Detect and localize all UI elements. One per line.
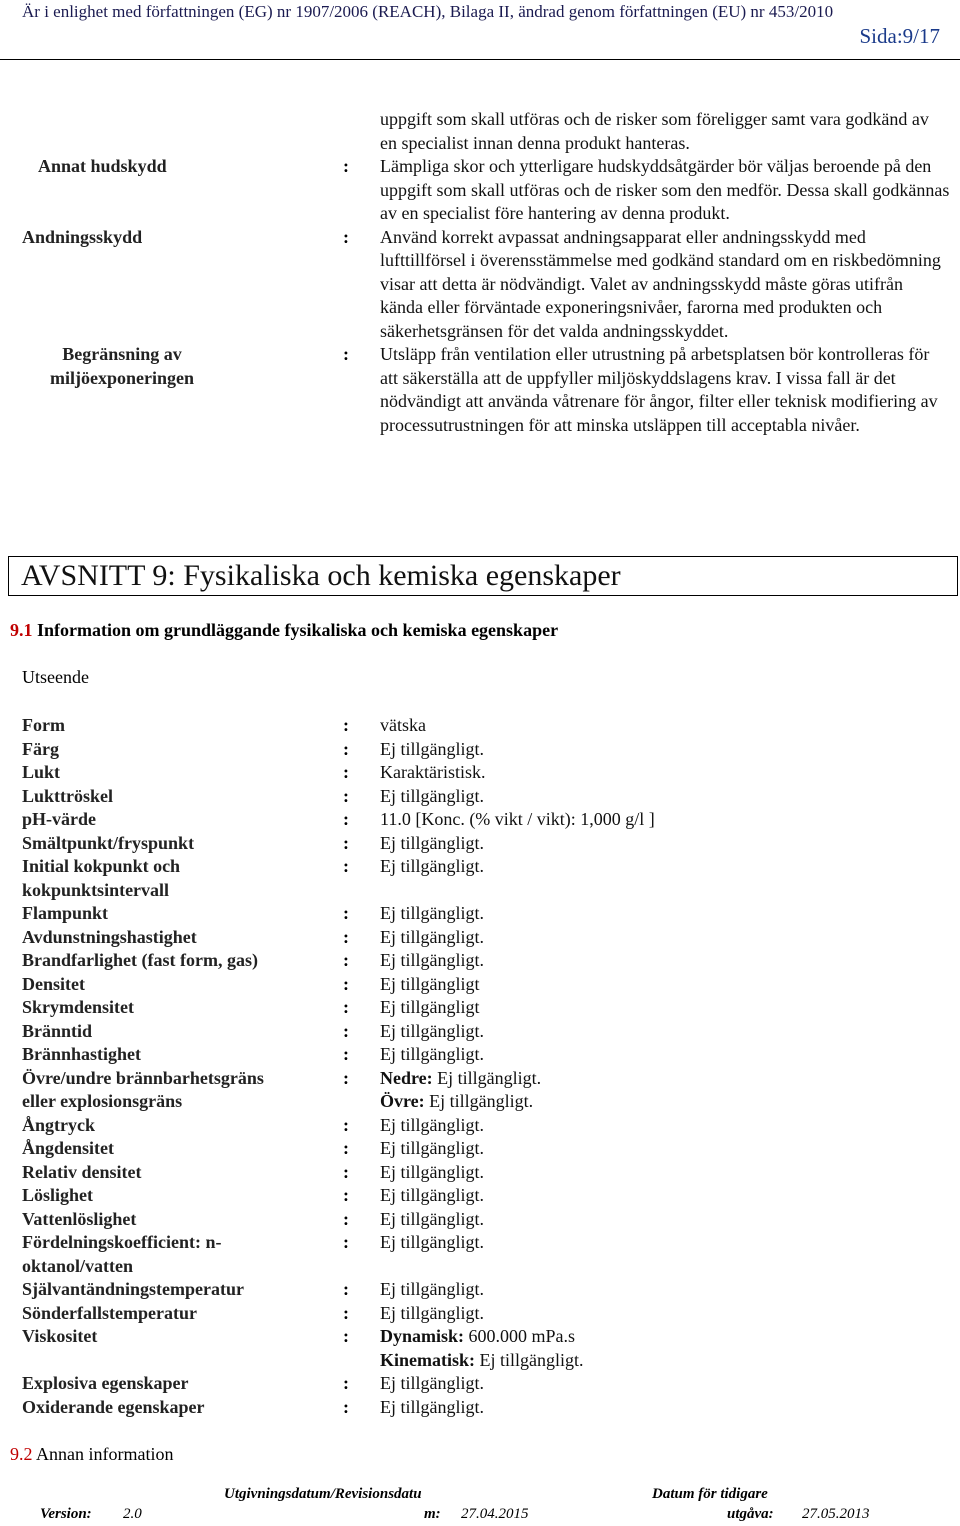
property-row [22, 1255, 942, 1279]
colon: : [343, 1373, 349, 1393]
section-title: AVSNITT 9: Fysikaliska och kemiska egenskaper [21, 559, 621, 592]
property-row [22, 1349, 942, 1373]
property-row [22, 973, 942, 997]
property-value [380, 1302, 942, 1326]
property-label: Oxiderande egenskaper [22, 1396, 205, 1417]
property-row [22, 1137, 942, 1161]
property-value-text: 11.0 [Konc. (% vikt / vikt): 1,000 g/l ] [380, 809, 655, 829]
property-value [380, 973, 942, 997]
property-label: Explosiva egenskaper [22, 1373, 189, 1393]
property-value-text: Ej tillgängligt. [380, 1161, 484, 1182]
issue-date-value: 27.04.2015 [461, 1506, 529, 1522]
property-row [22, 949, 942, 973]
subsection-heading [10, 620, 558, 641]
property-value-text: Ej tillgängligt. [437, 1067, 542, 1088]
property-row [22, 761, 942, 785]
property-value [380, 785, 942, 809]
property-row [22, 926, 942, 950]
subsection-number: 9.1 [10, 620, 33, 640]
property-row [22, 1302, 942, 1326]
property-value-text: Ej tillgängligt. [380, 1138, 484, 1158]
property-value-text: Karaktäristisk. [380, 762, 486, 782]
previous-issue-label-end: utgåva: [727, 1506, 774, 1522]
property-value [380, 902, 942, 926]
property-value [380, 1090, 942, 1114]
property-value [380, 1043, 942, 1067]
property-row [22, 832, 942, 856]
property-label: eller explosionsgräns [22, 1091, 183, 1111]
colon: : [343, 715, 349, 735]
property-label: Skrymdensitet [22, 997, 134, 1017]
property-value [380, 996, 942, 1020]
header-divider [0, 59, 960, 60]
colon: : [343, 1067, 349, 1088]
property-value [380, 1161, 942, 1185]
colon: : [343, 344, 349, 364]
appearance-heading: Utseende [22, 667, 89, 687]
previous-issue-label: Datum för tidigare [652, 1486, 768, 1502]
property-value [380, 1208, 942, 1232]
property-value [380, 761, 942, 785]
property-value [380, 879, 942, 903]
protection-text: Använd korrekt avpassat andningsapparat eller andningsskydd med lufttillförsel i överensstämmelse med godkänd standard om en riskbedömning visar att detta är nödvändigt. Valet av andningsskydd måste göras utifrån kända eller förväntade exponeringsnivåer, farorna med produkten och säkerhetsgränsen för det valda andningsskyddet. [380, 226, 941, 341]
colon: : [343, 1020, 349, 1041]
property-value-text: Ej tillgängligt. [380, 1373, 484, 1393]
protection-text: Lämpliga skor och ytterligare hudskyddsåtgärder bör väljas beroende på den uppgift som skall utföras och de risker som den medför. Dessa skall godkännas av en specialist före hantering av denna produkt. [380, 156, 950, 223]
colon: : [343, 1044, 349, 1064]
property-value [380, 808, 942, 832]
colon: : [343, 226, 349, 247]
property-label: Initial kokpunkt och [22, 856, 181, 876]
property-value-text: Ej tillgängligt. [380, 1208, 484, 1229]
colon: : [343, 1185, 349, 1205]
property-label: Flampunkt [22, 903, 109, 923]
property-value [380, 1020, 942, 1044]
property-value-text: Ej tillgängligt. [380, 1114, 484, 1135]
property-value-label: Nedre: [380, 1067, 433, 1088]
property-label: Brännhastighet [22, 1044, 142, 1064]
protection-row-respiratory [22, 226, 950, 344]
protection-text: Utsläpp från ventilation eller utrustning på arbetsplatsen bör kontrolleras för att säkerställa att de uppfyller miljöskyddslagens krav. I vissa fall är det nödvändigt att använda våtrenare för ångor, filter eller teknisk modifiering av processutrustningen för att minska utsläppen till acceptabla nivåer. [380, 344, 938, 435]
colon: : [343, 1161, 349, 1182]
property-value-label: Dynamisk: [380, 1326, 465, 1346]
property-value [380, 1114, 942, 1138]
property-label: Löslighet [22, 1185, 94, 1205]
property-row [22, 1020, 942, 1044]
property-label: pH-värde [22, 809, 96, 829]
colon: : [343, 1114, 349, 1135]
property-value [380, 1325, 942, 1349]
property-row [22, 785, 942, 809]
colon: : [343, 997, 349, 1017]
colon: : [343, 809, 349, 829]
previous-issue-value: 27.05.2013 [802, 1506, 870, 1522]
property-value-text: Ej tillgängligt. [429, 1091, 534, 1111]
property-value [380, 926, 942, 950]
issue-date-label: Utgivningsdatum/Revisionsdatu [224, 1486, 422, 1502]
property-row [22, 808, 942, 832]
colon: : [343, 1138, 349, 1158]
issue-date-label-end: m: [424, 1506, 441, 1522]
property-row [22, 1278, 942, 1302]
protection-row-environment [22, 343, 950, 437]
property-row [22, 1396, 942, 1420]
subsection-number: 9.2 [10, 1444, 33, 1464]
protection-label: Annat hudskydd [38, 156, 167, 176]
property-label: Vattenlöslighet [22, 1208, 137, 1229]
property-row [22, 1231, 942, 1255]
property-value [380, 1231, 942, 1255]
property-value [380, 714, 942, 738]
property-value-text: vätska [380, 715, 426, 735]
property-label: Sönderfallstemperatur [22, 1302, 197, 1323]
property-value-text: Ej tillgängligt. [479, 1349, 584, 1370]
protection-row-skin [22, 155, 950, 226]
colon: : [343, 1208, 349, 1229]
regulation-header: Är i enlighet med författningen (EG) nr 1907/2006 (REACH), Bilaga II, ändrad genom författningen (EU) nr 453/2010 [22, 2, 834, 21]
property-value-text: Ej tillgängligt. [380, 1232, 484, 1252]
protection-text: uppgift som skall utföras och de risker som föreligger samt vara godkänd av en specialist innan denna produkt hanteras. [380, 109, 929, 153]
property-value-text: Ej tillgängligt. [380, 1044, 484, 1064]
property-label: Ångtryck [22, 1114, 95, 1135]
property-value-text: Ej tillgängligt. [380, 1279, 484, 1299]
colon: : [343, 903, 349, 923]
protection-measures [22, 108, 950, 437]
property-row [22, 996, 942, 1020]
property-row [22, 1208, 942, 1232]
protection-label: Begränsning av miljöexponeringen [50, 344, 194, 388]
property-value-text: Ej tillgängligt. [380, 1302, 484, 1323]
property-label: Övre/undre brännbarhetsgräns [22, 1067, 264, 1088]
property-value [380, 738, 942, 762]
property-value-text: Ej tillgängligt. [380, 1396, 484, 1417]
property-value [380, 855, 942, 879]
page-footer [0, 1480, 960, 1526]
colon: : [343, 738, 349, 759]
protection-row-continued [22, 108, 950, 155]
property-value [380, 1184, 942, 1208]
property-row [22, 1161, 942, 1185]
property-label: Fördelningskoefficient: n- [22, 1232, 222, 1252]
property-value-text: Ej tillgängligt. [380, 926, 484, 947]
properties-table [22, 714, 942, 1419]
property-row [22, 738, 942, 762]
property-value [380, 1278, 942, 1302]
property-value [380, 1349, 942, 1373]
property-label: Brandfarlighet (fast form, gas) [22, 950, 258, 970]
property-row [22, 1114, 942, 1138]
colon: : [343, 762, 349, 782]
property-value-label: Övre: [380, 1091, 425, 1111]
property-value-text: Ej tillgängligt. [380, 1020, 484, 1041]
property-label: kokpunktsintervall [22, 879, 170, 900]
property-row [22, 855, 942, 879]
colon: : [343, 1396, 349, 1417]
version-value: 2.0 [123, 1506, 142, 1522]
property-value [380, 832, 942, 856]
property-row [22, 1090, 942, 1114]
protection-label: Andningsskydd [22, 226, 143, 247]
property-label: Lukttröskel [22, 785, 114, 806]
property-value [380, 949, 942, 973]
property-row [22, 902, 942, 926]
property-value-text: Ej tillgängligt. [380, 785, 484, 806]
property-label: Densitet [22, 973, 85, 994]
property-value-label: Kinematisk: [380, 1349, 476, 1370]
property-value [380, 1067, 942, 1091]
subsection-title: Annan information [36, 1444, 174, 1464]
property-value [380, 1396, 942, 1420]
subsection-heading [10, 1444, 174, 1465]
property-label: Viskositet [22, 1326, 98, 1346]
property-value-text: Ej tillgängligt. [380, 950, 484, 970]
colon: : [343, 156, 349, 176]
section-heading-box [8, 556, 958, 596]
colon: : [343, 785, 349, 806]
colon: : [343, 1232, 349, 1252]
property-value-text: 600.000 mPa.s [468, 1326, 576, 1346]
property-label: Självantändningstemperatur [22, 1279, 245, 1299]
property-row [22, 714, 942, 738]
property-value-text: Ej tillgängligt [380, 973, 480, 994]
property-value-text: Ej tillgängligt. [380, 856, 484, 876]
colon: : [343, 1326, 349, 1346]
property-row [22, 1184, 942, 1208]
colon: : [343, 950, 349, 970]
colon: : [343, 856, 349, 876]
page-number: Sida:9/17 [859, 24, 940, 48]
colon: : [343, 832, 349, 853]
version-label: Version: [40, 1506, 92, 1522]
property-label: Ångdensitet [22, 1138, 115, 1158]
property-label: Avdunstningshastighet [22, 926, 197, 947]
property-value-text: Ej tillgängligt [380, 997, 480, 1017]
property-row [22, 1043, 942, 1067]
property-row [22, 879, 942, 903]
property-value [380, 1372, 942, 1396]
colon: : [343, 926, 349, 947]
colon: : [343, 1279, 349, 1299]
property-row [22, 1325, 942, 1349]
property-value [380, 1137, 942, 1161]
property-label: Form [22, 715, 65, 735]
subsection-title: Information om grundläggande fysikaliska och kemiska egenskaper [37, 620, 559, 640]
property-label: Lukt [22, 762, 61, 782]
property-label: oktanol/vatten [22, 1255, 134, 1276]
colon: : [343, 1302, 349, 1323]
property-row [22, 1067, 942, 1091]
property-value-text: Ej tillgängligt. [380, 903, 484, 923]
property-value-text: Ej tillgängligt. [380, 738, 484, 759]
property-value [380, 1255, 942, 1279]
property-value-text: Ej tillgängligt. [380, 832, 484, 853]
property-label: Bränntid [22, 1020, 93, 1041]
property-label: Relativ densitet [22, 1161, 142, 1182]
property-label: Smältpunkt/fryspunkt [22, 832, 195, 853]
property-label: Färg [22, 738, 59, 759]
property-value-text: Ej tillgängligt. [380, 1185, 484, 1205]
property-row [22, 1372, 942, 1396]
colon: : [343, 973, 349, 994]
